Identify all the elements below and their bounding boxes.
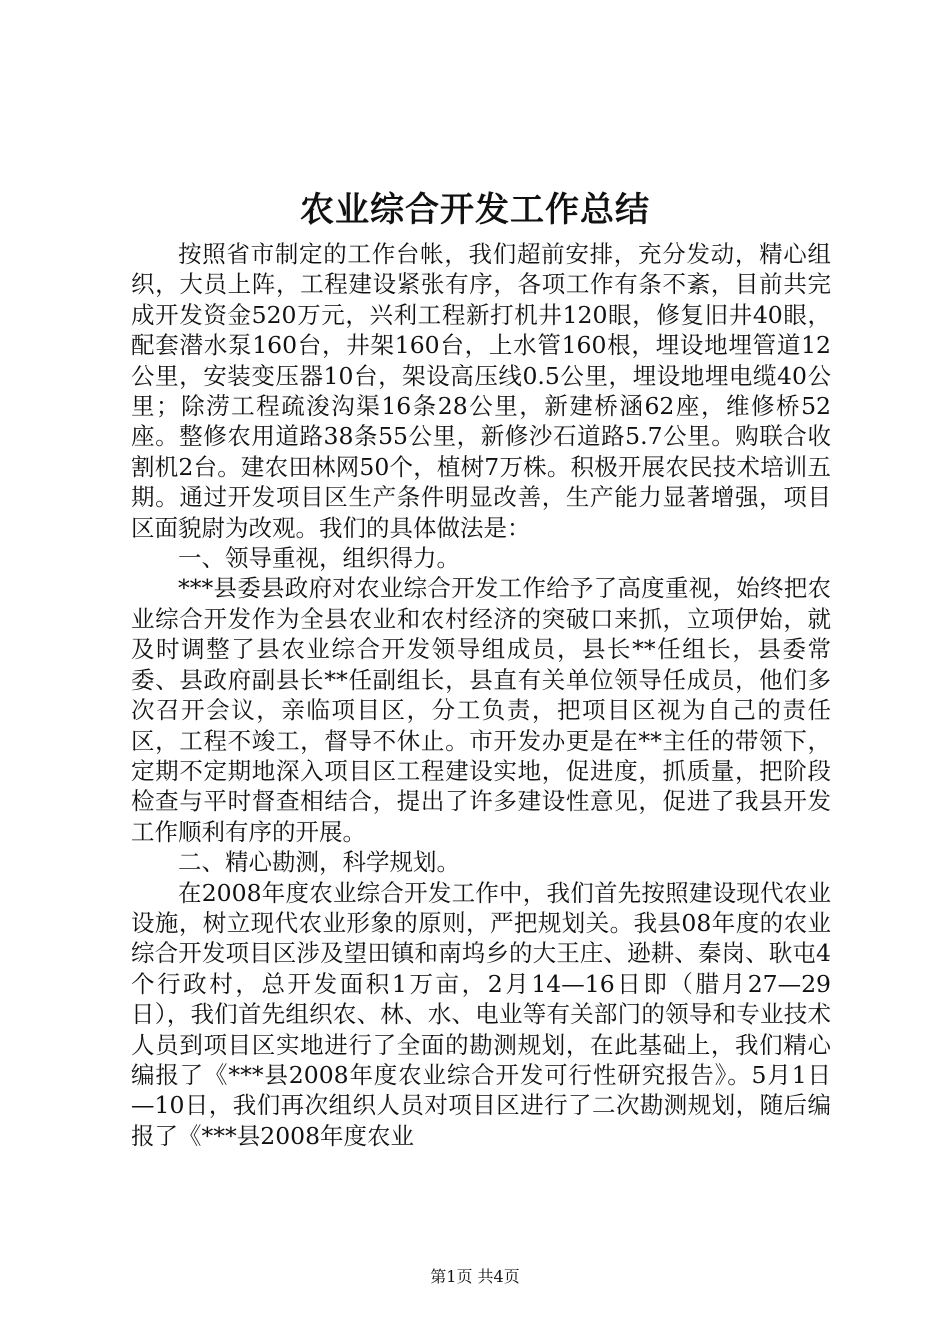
section-heading-2: 二、精心勘测，科学规划。 <box>178 848 460 877</box>
section-2-paragraph: 在2008年度农业综合开发工作中，我们首先按照建设现代农业设施，树立现代农业形象的原则，严把规划关。我县08年度的农业综合开发项目区涉及望田镇和南坞乡的大王庄、逊耕、秦岗、耿屯4个行政村，总开发面积1万亩，2月14—16日即（腊月27—29日），我们首先组织农、林、水、电业等有关部门的领导和专业技术人员到项目区实地进行了全面的勘测规划，在此基础上，我们精心编报了《***县2008年度农业综合开发可行性研究报告》。5月1日—10日，我们再次组织人员对项目区进行了二次勘测规划，随后编报了《***县2008年度农业 <box>131 878 831 1150</box>
section-heading-1: 一、领导重视，组织得力。 <box>178 544 460 573</box>
document-title: 农业综合开发工作总结 <box>300 190 650 230</box>
document-body <box>131 239 831 1151</box>
section-1-paragraph: ***县委县政府对农业综合开发工作给予了高度重视，始终把农业综合开发作为全县农业和农村经济的突破口来抓，立项伊始，就及时调整了县农业综合开发领导组成员，县长**任组长，县委常委、县政府副县长**任副组长，县直有关单位领导任成员，他们多次召开会议，亲临项目区，分工负责，把项目区视为自己的责任区，工程不竣工，督导不休止。市开发办更是在**主任的带领下，定期不定期地深入项目区工程建设实地，促进度，抓质量，把阶段检查与平时督查相结合，提出了许多建设性意见，促进了我县开发工作顺利有序的开展。 <box>131 574 831 846</box>
page-footer: 第1页 共4页 <box>430 1267 520 1286</box>
intro-paragraph: 按照省市制定的工作台帐，我们超前安排，充分发动，精心组织，大员上阵，工程建设紧张有序，各项工作有条不紊，目前共完成开发资金520万元，兴利工程新打机井120眼，修复旧井40眼，配套潜水泵160台，井架160台，上水管160根，埋设地埋管道12公里，安装变压器10台，架设高压线0.5公里，埋设地埋电缆40公里；除涝工程疏浚沟渠16条28公里，新建桥涵62座，维修桥52座。整修农用道路38条55公里，新修沙石道路5.7公里。购联合收割机2台。建农田林网50个，植树7万株。积极开展农民技术培训五期。通过开发项目区生产条件明显改善，生产能力显著增强，项目区面貌尉为改观。我们的具体做法是： <box>131 240 831 542</box>
